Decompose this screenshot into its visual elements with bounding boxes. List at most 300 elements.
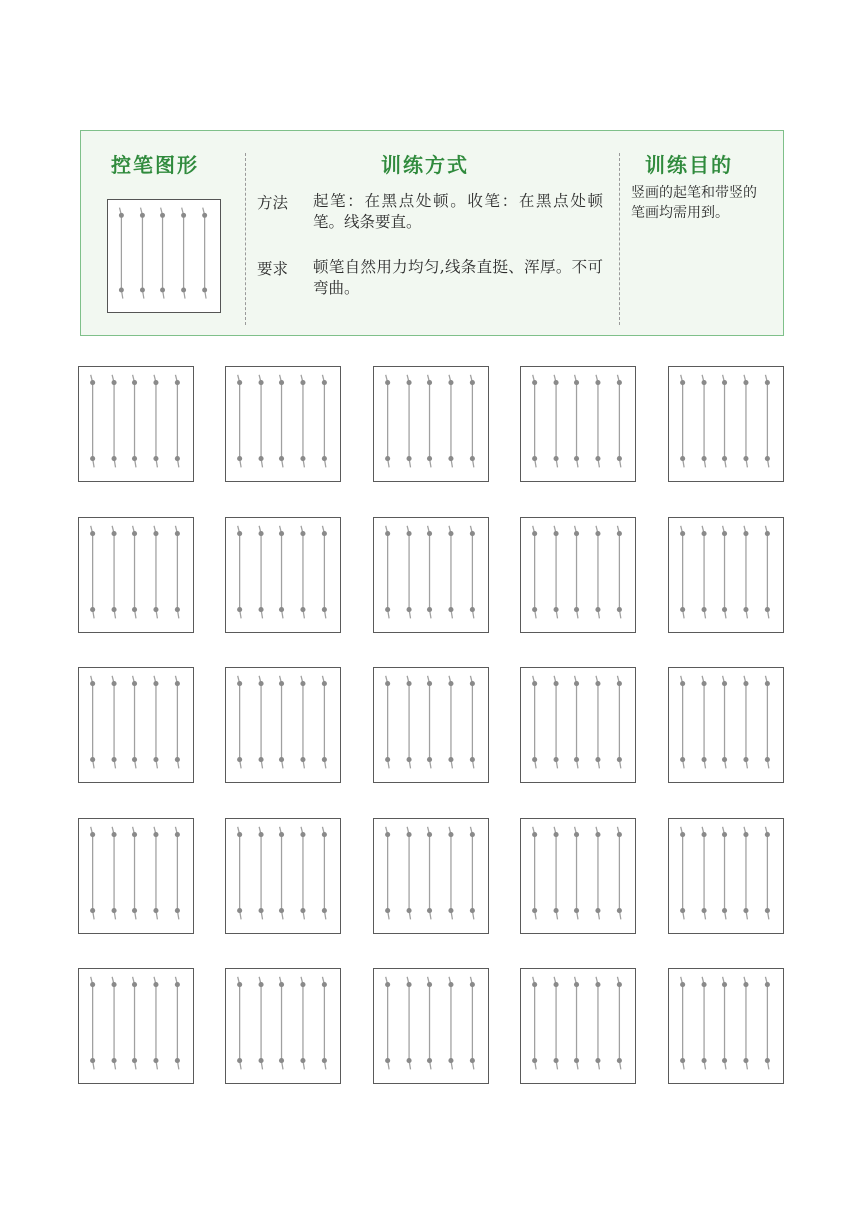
pause-dot [617,908,622,913]
pause-dot [702,832,707,837]
vertical-stroke [448,676,453,769]
pause-dot [702,531,707,536]
practice-box[interactable] [373,818,489,934]
pause-dot [554,456,559,461]
pause-dot [140,213,145,218]
vertical-stroke [427,526,432,619]
pause-dot [448,1058,453,1063]
vertical-stroke [595,676,600,769]
practice-box[interactable] [668,667,784,783]
pause-dot [279,832,284,837]
pause-dot [722,1058,727,1063]
pause-dot [140,287,145,292]
practice-box[interactable] [668,818,784,934]
pause-dot [617,456,622,461]
pause-dot [554,757,559,762]
pause-dot [237,908,242,913]
practice-box[interactable] [668,968,784,1084]
pause-dot [112,380,117,385]
pause-dot [470,908,475,913]
pause-dot [322,531,327,536]
vertical-stroke [765,977,770,1070]
pause-dot [448,531,453,536]
pause-dot [470,982,475,987]
vertical-stroke [300,375,305,468]
pause-dot [680,1058,685,1063]
vertical-stroke [617,526,622,619]
vertical-stroke [595,977,600,1070]
pause-dot [722,757,727,762]
pause-dot [385,531,390,536]
practice-box[interactable] [520,968,636,1084]
pause-dot [112,1058,117,1063]
vertical-stroke [300,676,305,769]
practice-box[interactable] [78,968,194,1084]
pause-dot [554,832,559,837]
pause-dot [259,982,264,987]
pause-dot [132,982,137,987]
vertical-stroke [300,526,305,619]
pause-dot [407,681,412,686]
vertical-stroke [175,676,180,769]
pause-dot [259,832,264,837]
pause-dot [175,456,180,461]
vertical-stroke [427,827,432,920]
vertical-stroke [407,827,412,920]
pause-dot [112,531,117,536]
pause-dot [237,456,242,461]
pause-dot [617,607,622,612]
vertical-stroke [259,526,264,619]
practice-strokes [374,668,487,781]
pause-dot [259,681,264,686]
vertical-stroke [322,526,327,619]
practice-box[interactable] [373,366,489,482]
pause-dot [322,982,327,987]
pause-dot [153,832,158,837]
pause-dot [90,1058,95,1063]
pause-dot [300,832,305,837]
practice-box[interactable] [225,667,341,783]
vertical-stroke [90,827,95,920]
vertical-stroke [175,827,180,920]
pause-dot [132,832,137,837]
pause-dot [153,757,158,762]
pause-dot [722,456,727,461]
pause-dot [617,757,622,762]
pause-dot [279,982,284,987]
method-label: 方法 [257,194,289,212]
vertical-stroke [90,526,95,619]
vertical-stroke [765,526,770,619]
vertical-stroke [90,375,95,468]
vertical-stroke [743,526,748,619]
pause-dot [427,1058,432,1063]
pause-dot [427,456,432,461]
pause-dot [160,213,165,218]
pause-dot [237,607,242,612]
vertical-stroke [617,827,622,920]
instruction-header [80,130,784,336]
vertical-stroke [112,375,117,468]
vertical-stroke [322,676,327,769]
pause-dot [470,757,475,762]
vertical-stroke [385,526,390,619]
practice-box[interactable] [78,667,194,783]
pause-dot [153,982,158,987]
pause-dot [448,380,453,385]
pause-dot [722,531,727,536]
pause-dot [702,380,707,385]
vertical-stroke [112,827,117,920]
vertical-stroke [532,526,537,619]
pause-dot [322,908,327,913]
pause-dot [765,681,770,686]
pause-dot [132,607,137,612]
pause-dot [743,531,748,536]
pause-dot [112,456,117,461]
pause-dot [722,607,727,612]
vertical-stroke [132,827,137,920]
pause-dot [385,456,390,461]
practice-box[interactable] [373,667,489,783]
pause-dot [722,681,727,686]
pause-dot [132,380,137,385]
vertical-stroke [132,526,137,619]
vertical-stroke [470,977,475,1070]
pause-dot [427,607,432,612]
vertical-stroke [259,827,264,920]
pause-dot [407,607,412,612]
pause-dot [743,1058,748,1063]
pause-dot [175,982,180,987]
pause-dot [153,456,158,461]
pause-dot [112,681,117,686]
pause-dot [175,531,180,536]
pause-dot [765,380,770,385]
pause-dot [175,681,180,686]
pause-dot [470,832,475,837]
pause-dot [722,380,727,385]
vertical-stroke [175,375,180,468]
pause-dot [237,531,242,536]
pause-dot [132,681,137,686]
pause-dot [181,287,186,292]
pause-dot [574,982,579,987]
vertical-stroke [132,676,137,769]
pause-dot [680,607,685,612]
vertical-stroke [300,977,305,1070]
purpose-text: 竖画的起笔和带竖的笔画均需用到。 [631,185,757,221]
vertical-stroke [702,676,707,769]
vertical-stroke [574,676,579,769]
pause-dot [532,380,537,385]
pause-dot [470,607,475,612]
pause-dot [112,832,117,837]
vertical-stroke [322,977,327,1070]
pause-dot [702,982,707,987]
vertical-stroke [112,526,117,619]
vertical-stroke [237,375,242,468]
pause-dot [470,1058,475,1063]
pause-dot [237,982,242,987]
pause-dot [722,982,727,987]
pause-dot [595,681,600,686]
pause-dot [259,908,264,913]
vertical-stroke [532,676,537,769]
vertical-stroke [112,676,117,769]
practice-box[interactable] [520,818,636,934]
vertical-stroke [385,375,390,468]
vertical-stroke [132,375,137,468]
pause-dot [385,982,390,987]
pause-dot [175,1058,180,1063]
pause-dot [427,380,432,385]
pause-dot [722,908,727,913]
pause-dot [279,1058,284,1063]
practice-box[interactable] [520,517,636,633]
pause-dot [574,832,579,837]
vertical-stroke [765,676,770,769]
pause-dot [743,607,748,612]
pause-dot [574,908,579,913]
practice-box[interactable] [78,517,194,633]
pause-dot [407,380,412,385]
vertical-stroke [322,375,327,468]
pause-dot [132,1058,137,1063]
vertical-stroke [153,676,158,769]
pause-dot [574,681,579,686]
vertical-stroke [702,375,707,468]
practice-box[interactable] [225,366,341,482]
pause-dot [112,908,117,913]
practice-strokes [226,367,339,480]
pause-dot [427,681,432,686]
pause-dot [300,1058,305,1063]
pause-dot [532,1058,537,1063]
practice-strokes [521,969,634,1082]
vertical-stroke [202,208,207,299]
practice-strokes [521,668,634,781]
practice-box[interactable] [373,968,489,1084]
pause-dot [407,531,412,536]
practice-box[interactable] [78,366,194,482]
practice-strokes [79,668,192,781]
pause-dot [743,908,748,913]
pause-dot [470,456,475,461]
vertical-stroke [574,375,579,468]
pause-dot [532,757,537,762]
pause-dot [237,681,242,686]
pause-dot [617,531,622,536]
practice-box[interactable] [520,667,636,783]
col-purpose-title: 训练目的 [645,153,733,177]
pause-dot [132,531,137,536]
vertical-stroke [237,676,242,769]
pause-dot [385,380,390,385]
vertical-stroke [112,977,117,1070]
vertical-stroke [237,977,242,1070]
vertical-stroke [279,827,284,920]
pause-dot [153,908,158,913]
pause-dot [595,531,600,536]
practice-box[interactable] [668,517,784,633]
vertical-stroke [279,977,284,1070]
pause-dot [532,607,537,612]
vertical-stroke [702,526,707,619]
pause-dot [574,456,579,461]
vertical-stroke [470,676,475,769]
pause-dot [153,531,158,536]
pause-dot [680,908,685,913]
vertical-stroke [448,526,453,619]
vertical-stroke [617,676,622,769]
practice-box[interactable] [520,366,636,482]
pause-dot [322,456,327,461]
pause-dot [259,757,264,762]
vertical-stroke [153,375,158,468]
vertical-stroke [574,977,579,1070]
vertical-stroke [680,526,685,619]
vertical-stroke [175,526,180,619]
vertical-stroke [427,676,432,769]
pause-dot [765,1058,770,1063]
practice-box[interactable] [668,366,784,482]
pause-dot [175,607,180,612]
pause-dot [448,607,453,612]
vertical-stroke [259,977,264,1070]
col-pattern-title: 控笔图形 [111,153,199,177]
pause-dot [427,531,432,536]
pause-dot [743,681,748,686]
pause-dot [680,982,685,987]
practice-strokes [669,367,782,480]
pause-dot [574,757,579,762]
practice-box[interactable] [225,517,341,633]
pause-dot [702,607,707,612]
pause-dot [702,456,707,461]
practice-strokes [79,367,192,480]
pause-dot [300,681,305,686]
practice-strokes [374,518,487,631]
pause-dot [300,456,305,461]
vertical-stroke [90,977,95,1070]
pause-dot [90,757,95,762]
vertical-stroke [407,977,412,1070]
practice-box[interactable] [373,517,489,633]
vertical-stroke [181,208,186,299]
divider-1 [245,153,246,325]
vertical-stroke [153,827,158,920]
col-method-title: 训练方式 [381,153,469,177]
vertical-stroke [279,676,284,769]
pause-dot [743,456,748,461]
pause-dot [90,982,95,987]
pause-dot [722,832,727,837]
vertical-stroke [722,676,727,769]
vertical-stroke [722,827,727,920]
practice-strokes [669,518,782,631]
vertical-stroke [595,375,600,468]
vertical-stroke [574,827,579,920]
pause-dot [427,908,432,913]
pause-dot [237,1058,242,1063]
vertical-stroke [237,827,242,920]
vertical-stroke [765,827,770,920]
pause-dot [407,456,412,461]
pause-dot [554,982,559,987]
pause-dot [680,681,685,686]
pause-dot [595,982,600,987]
pause-dot [680,832,685,837]
vertical-stroke [470,526,475,619]
practice-strokes [669,819,782,932]
vertical-stroke [532,375,537,468]
practice-strokes [226,819,339,932]
pause-dot [532,456,537,461]
vertical-stroke [470,375,475,468]
pause-dot [407,1058,412,1063]
requirement-text: 顿笔自然用力均匀,线条直挺、浑厚。不可弯曲。 [313,258,603,297]
requirement-label: 要求 [257,260,289,278]
method-text: 起笔：在黑点处顿。收笔：在黑点处顿笔。线条要直。 [313,192,603,231]
practice-box[interactable] [78,818,194,934]
practice-strokes [374,819,487,932]
pause-dot [680,456,685,461]
pause-dot [90,908,95,913]
pause-dot [279,908,284,913]
pause-dot [279,681,284,686]
practice-strokes [226,969,339,1082]
pause-dot [90,681,95,686]
pause-dot [595,832,600,837]
pause-dot [385,832,390,837]
pause-dot [279,607,284,612]
pause-dot [554,681,559,686]
demo-pattern-box [107,199,221,313]
pause-dot [743,757,748,762]
practice-strokes [521,819,634,932]
pause-dot [680,757,685,762]
vertical-stroke [385,977,390,1070]
pause-dot [617,832,622,837]
pause-dot [595,607,600,612]
vertical-stroke [153,977,158,1070]
pause-dot [112,982,117,987]
practice-strokes [669,668,782,781]
pause-dot [680,380,685,385]
vertical-stroke [175,977,180,1070]
pause-dot [119,287,124,292]
practice-box[interactable] [225,818,341,934]
pause-dot [448,681,453,686]
pause-dot [595,757,600,762]
pause-dot [300,531,305,536]
pause-dot [300,982,305,987]
pause-dot [617,380,622,385]
vertical-stroke [617,977,622,1070]
pause-dot [532,832,537,837]
practice-box[interactable] [225,968,341,1084]
pause-dot [574,607,579,612]
pause-dot [237,380,242,385]
pause-dot [702,1058,707,1063]
pause-dot [181,213,186,218]
vertical-stroke [722,977,727,1070]
pause-dot [160,287,165,292]
vertical-stroke [119,208,124,299]
pause-dot [385,757,390,762]
